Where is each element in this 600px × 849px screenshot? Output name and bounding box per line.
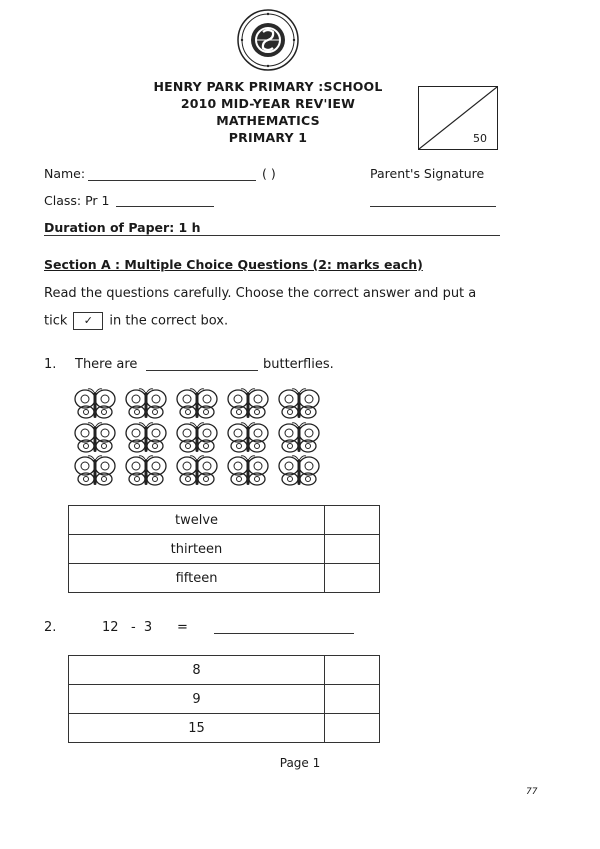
question-2-options (68, 655, 380, 743)
instruction-tick-word: tick (44, 313, 68, 329)
butterfly-icon (276, 388, 322, 420)
instruction-line-2-end: in the correct box. (109, 313, 229, 329)
question-1-number: 1. (44, 357, 57, 372)
instruction-line-1: Read the questions carefully. Choose the correct answer and put a (44, 286, 477, 301)
butterfly-icon (276, 422, 322, 454)
butterfly-picture (72, 388, 328, 488)
butterfly-icon (72, 422, 118, 454)
butterfly-icon (174, 422, 220, 454)
question-2-expression: 12 - 3 = (102, 620, 188, 635)
score-total: 50 (473, 132, 487, 145)
answer-tick-box[interactable] (325, 564, 380, 593)
option-label: 15 (69, 714, 325, 743)
name-field[interactable] (88, 180, 256, 181)
butterfly-icon (72, 455, 118, 487)
option-row (69, 714, 380, 743)
butterfly-icon (174, 455, 220, 487)
option-row (69, 564, 380, 593)
section-a-title: Section A : Multiple Choice Questions (2: marks each) (44, 257, 423, 272)
option-label: twelve (69, 506, 325, 535)
duration-label: Duration of Paper: 1 h (44, 220, 201, 235)
answer-tick-box[interactable] (325, 656, 380, 685)
butterfly-icon (123, 422, 169, 454)
class-label: Class: Pr 1 (44, 193, 110, 208)
register-number-brackets: ( ) (262, 166, 276, 181)
parent-signature-field[interactable] (370, 206, 496, 207)
question-2-answer-blank[interactable] (214, 633, 354, 634)
butterfly-icon (225, 388, 271, 420)
level-title: PRIMARY 1 (228, 130, 308, 145)
question-1-answer-blank[interactable] (146, 370, 258, 371)
answer-tick-box[interactable] (325, 506, 380, 535)
butterfly-icon (174, 388, 220, 420)
option-row (69, 656, 380, 685)
option-row (69, 685, 380, 714)
answer-tick-box[interactable] (325, 535, 380, 564)
page-number: Page 1 (279, 756, 321, 770)
question-1-options (68, 505, 380, 593)
answer-tick-box[interactable] (325, 685, 380, 714)
option-row (69, 506, 380, 535)
school-name: HENRY PARK PRIMARY :SCHOOL (153, 79, 383, 94)
subject-title: MATHEMATICS (216, 113, 320, 128)
instruction-line-2 (44, 312, 228, 330)
question-1-text-before: There are (75, 357, 138, 372)
school-crest-logo (236, 8, 300, 72)
option-label: fifteen (69, 564, 325, 593)
corner-mark: 77 (526, 787, 538, 797)
question-2-number: 2. (44, 620, 57, 635)
parent-signature-label: Parent's Signature (370, 166, 485, 181)
option-label: 8 (69, 656, 325, 685)
option-label: thirteen (69, 535, 325, 564)
score-box (418, 86, 498, 150)
answer-tick-box[interactable] (325, 714, 380, 743)
exam-title: 2010 MID-YEAR REV'IEW (180, 96, 356, 111)
butterfly-icon (225, 422, 271, 454)
butterfly-icon (123, 455, 169, 487)
header-divider (44, 235, 500, 236)
butterfly-icon (123, 388, 169, 420)
tick-icon: ✓ (83, 314, 93, 327)
butterfly-icon (276, 455, 322, 487)
option-row (69, 535, 380, 564)
question-1-text-after: butterflies. (263, 357, 334, 372)
butterfly-icon (225, 455, 271, 487)
butterfly-icon (72, 388, 118, 420)
option-label: 9 (69, 685, 325, 714)
tick-example-box (73, 312, 103, 330)
name-label: Name: (44, 166, 86, 181)
class-field[interactable] (116, 206, 214, 207)
